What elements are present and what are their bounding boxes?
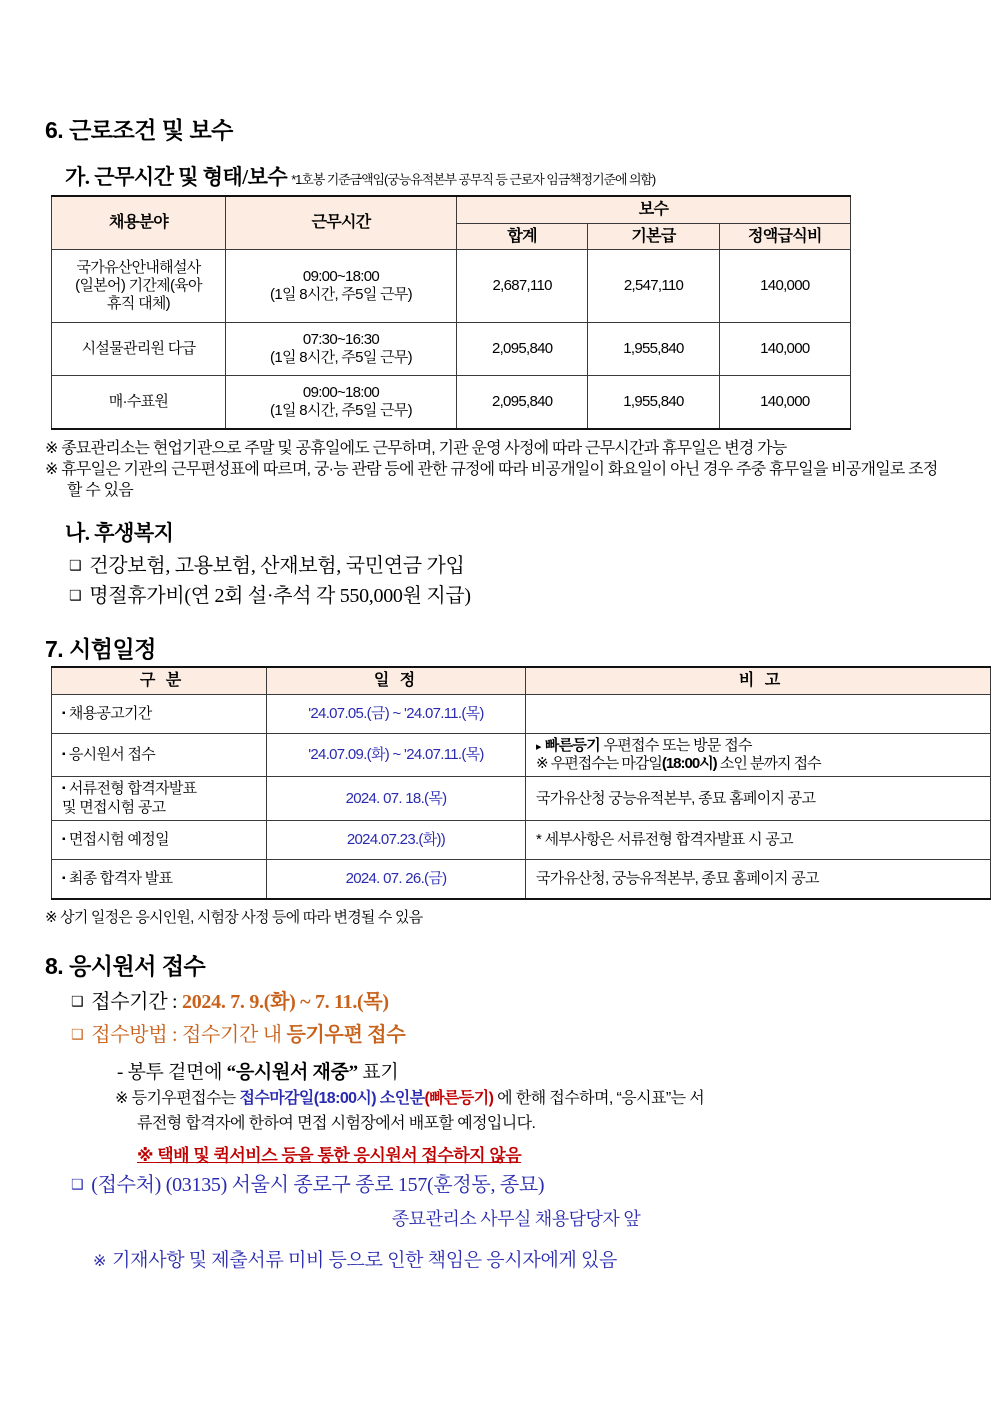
date-value: 2024.07.23.(화)) xyxy=(346,830,446,848)
list-item-period xyxy=(41,987,951,1018)
pay-table-head xyxy=(52,196,851,250)
address-line2: 종묘관리소 사무실 채용담당자 앞 xyxy=(391,1209,641,1230)
cell-division xyxy=(52,694,267,733)
col-header-meal: 정액급식비 xyxy=(719,223,850,250)
cell-date xyxy=(267,777,526,821)
bullet-icon: ▪ 서류전형 합격자발표 및 면접시험 공고 xyxy=(62,780,196,815)
table-row xyxy=(52,821,991,860)
cell-date xyxy=(267,694,526,733)
cell-meal: 140,000 xyxy=(719,250,850,323)
remarks-line: 국가유산청, 궁능유적본부, 종묘 홈페이지 공고 xyxy=(536,869,819,887)
cell-remarks xyxy=(526,821,991,860)
cell-division xyxy=(52,860,267,900)
cell-division xyxy=(52,777,267,821)
remarks-line: ※ 우편접수는 마감일(18:00시) 소인 분까지 접수 xyxy=(536,755,821,773)
table-row xyxy=(52,694,991,733)
date-value: 2024. 07. 26.(금) xyxy=(345,869,447,887)
bullet-icon: ▪ 응시원서 접수 xyxy=(62,746,155,763)
schedule-table xyxy=(51,666,991,900)
table-header-row xyxy=(52,667,991,694)
cell-hours: 07:30~16:30 (1일 8시간, 주5일 근무) xyxy=(226,323,457,376)
cell-base: 1,955,840 xyxy=(588,323,719,376)
method-label: 접수방법 : 접수기간 내 xyxy=(91,1023,287,1046)
col-header-pay-group: 보수 xyxy=(457,196,851,223)
pay-table xyxy=(51,195,851,430)
period-value: 2024. 7. 9.(화) ~ 7. 11.(목) xyxy=(182,990,389,1013)
cell-field: 국가유산안내해설사 (일본어) 기간제(육아 휴직 대체) xyxy=(52,250,226,323)
pay-table-body xyxy=(52,250,851,430)
cell-division xyxy=(52,733,267,777)
registered-mail-note-line2: 류전형 합격자에 한하여 면접 시험장에서 배포할 예정입니다. xyxy=(137,1114,536,1132)
registered-mail-note xyxy=(41,1088,951,1111)
col-header-hours: 근무시간 xyxy=(226,196,457,250)
responsibility-text: 기재사항 및 제출서류 미비 등으로 인한 책임은 응시자에게 있음 xyxy=(112,1250,618,1272)
remarks-line: * 세부사항은 서류전형 합격자발표 시 공고 xyxy=(536,830,793,848)
note-express: (빠른등기) xyxy=(424,1089,494,1107)
cell-base: 1,955,840 xyxy=(588,376,719,430)
bullet-icon: ▪ 최종 합격자 발표 xyxy=(62,870,172,887)
list-item-address: ❑ (접수처) (03135) 서울시 종로구 종로 157(훈정동, 종묘) xyxy=(41,1170,951,1201)
list-item: ❑ 명절휴가비(연 2회 설·추석 각 550,000원 지급) xyxy=(41,581,951,611)
schedule-table-body xyxy=(52,694,991,899)
col-header-base: 기본급 xyxy=(588,223,719,250)
cell-remarks xyxy=(526,694,991,733)
express-mail-label: 빠른등기 xyxy=(544,736,600,754)
envelope-post: 표기 xyxy=(357,1061,399,1083)
note-item: ※ 상기 일정은 응시인원, 시험장 사정 등에 따라 변경될 수 있음 xyxy=(45,909,423,927)
responsibility-note xyxy=(41,1245,951,1272)
table-row xyxy=(52,777,991,821)
period-label: 접수기간 : xyxy=(91,990,183,1013)
bullet-icon: ▪ 채용공고기간 xyxy=(62,705,152,722)
date-value: '24.07.05.(금) ~ '24.07.11.(목) xyxy=(308,704,484,722)
section-6-notes xyxy=(41,438,951,501)
col-header-date: 일 정 xyxy=(267,667,526,694)
date-value: 2024. 07. 18.(목) xyxy=(345,789,447,807)
cell-remarks xyxy=(526,733,991,777)
cell-hours: 09:00~18:00 (1일 8시간, 주5일 근무) xyxy=(226,250,457,323)
section-7-note xyxy=(41,908,951,928)
table-row xyxy=(52,733,991,777)
section-8-heading: 8. 응시원서 접수 xyxy=(45,952,206,979)
bullet-icon: ▪ 면접시험 예정일 xyxy=(62,831,169,848)
section-6a-heading xyxy=(41,161,951,191)
document-body xyxy=(41,112,951,1272)
table-header-row xyxy=(52,196,851,223)
cell-date xyxy=(267,821,526,860)
section-6a-annotation: *1호봉 기준금액임(궁능유적본부 공무직 등 근로자 임금책정기준에 의함) xyxy=(291,172,656,187)
no-courier-note: ※ 택배 및 퀵서비스 등을 통한 응시원서 접수하지 않음 xyxy=(137,1146,522,1166)
note-pre: ※ 등기우편접수는 xyxy=(115,1089,240,1107)
col-header-field: 채용분야 xyxy=(52,196,226,250)
welfare-list xyxy=(41,551,951,611)
col-header-division: 구 분 xyxy=(52,667,267,694)
cell-date xyxy=(267,733,526,777)
section-6a-title: 가. 근무시간 및 형태/보수 xyxy=(65,165,288,189)
cell-division xyxy=(52,821,267,860)
table-row xyxy=(52,376,851,430)
method-value: 등기우편 접수 xyxy=(286,1023,406,1046)
envelope-quote: “응시원서 재중” xyxy=(226,1061,358,1083)
address-list xyxy=(41,1170,951,1201)
cell-base: 2,547,110 xyxy=(588,250,719,323)
remarks-line: 국가유산청 궁능유적본부, 종묘 홈페이지 공고 xyxy=(536,789,816,807)
note-item: ※ 종묘관리소는 현업기관으로 주말 및 공휴일에도 근무하며, 기관 운영 사정에 따라 근무시간과 휴무일은 변경 가능 xyxy=(45,440,787,458)
cell-date xyxy=(267,860,526,900)
cell-meal: 140,000 xyxy=(719,323,850,376)
table-row xyxy=(52,250,851,323)
list-item: ❑ 건강보험, 고용보험, 산재보험, 국민연금 가입 xyxy=(41,551,951,581)
cell-remarks xyxy=(526,777,991,821)
deadline-time: (18:00시) xyxy=(661,755,717,773)
cell-remarks xyxy=(526,860,991,900)
note-item: ※ 휴무일은 기관의 근무편성표에 따르며, 궁·능 관람 등에 관한 규정에 따라 비공개일이 화요일이 아닌 경우 주중 휴무일을 비공개일로 조정할 수 있음 xyxy=(45,461,938,500)
cell-total: 2,095,840 xyxy=(457,323,588,376)
col-header-remarks: 비 고 xyxy=(526,667,991,694)
date-value: '24.07.09.(화) ~ '24.07.11.(목) xyxy=(308,746,484,764)
cell-total: 2,687,110 xyxy=(457,250,588,323)
note-deadline: 접수마감일(18:00시) 소인분 xyxy=(239,1089,425,1107)
cell-total: 2,095,840 xyxy=(457,376,588,430)
note-mid: 에 한해 접수하며, “응시표”는 서 xyxy=(493,1089,705,1107)
envelope-pre: - 봉투 겉면에 xyxy=(117,1061,227,1083)
schedule-table-head xyxy=(52,667,991,694)
section-6-heading: 6. 근로조건 및 보수 xyxy=(45,117,233,143)
table-row xyxy=(52,323,851,376)
remarks-line: ▸ 빠른등기 우편접수 또는 방문 접수 xyxy=(536,737,986,755)
section-7-heading: 7. 시험일정 xyxy=(45,636,156,663)
cell-field: 매·수표원 xyxy=(52,376,226,430)
cell-hours: 09:00~18:00 (1일 8시간, 주5일 근무) xyxy=(226,376,457,430)
cell-field: 시설물관리원 다급 xyxy=(52,323,226,376)
list-item-method xyxy=(41,1020,951,1051)
reference-mark-icon: ※ xyxy=(93,1251,107,1271)
application-list xyxy=(41,987,951,1051)
col-header-total: 합계 xyxy=(457,223,588,250)
cell-meal: 140,000 xyxy=(719,376,850,430)
table-row xyxy=(52,860,991,900)
envelope-instruction xyxy=(41,1057,951,1084)
section-6b-heading: 나. 후생복지 xyxy=(65,521,174,546)
